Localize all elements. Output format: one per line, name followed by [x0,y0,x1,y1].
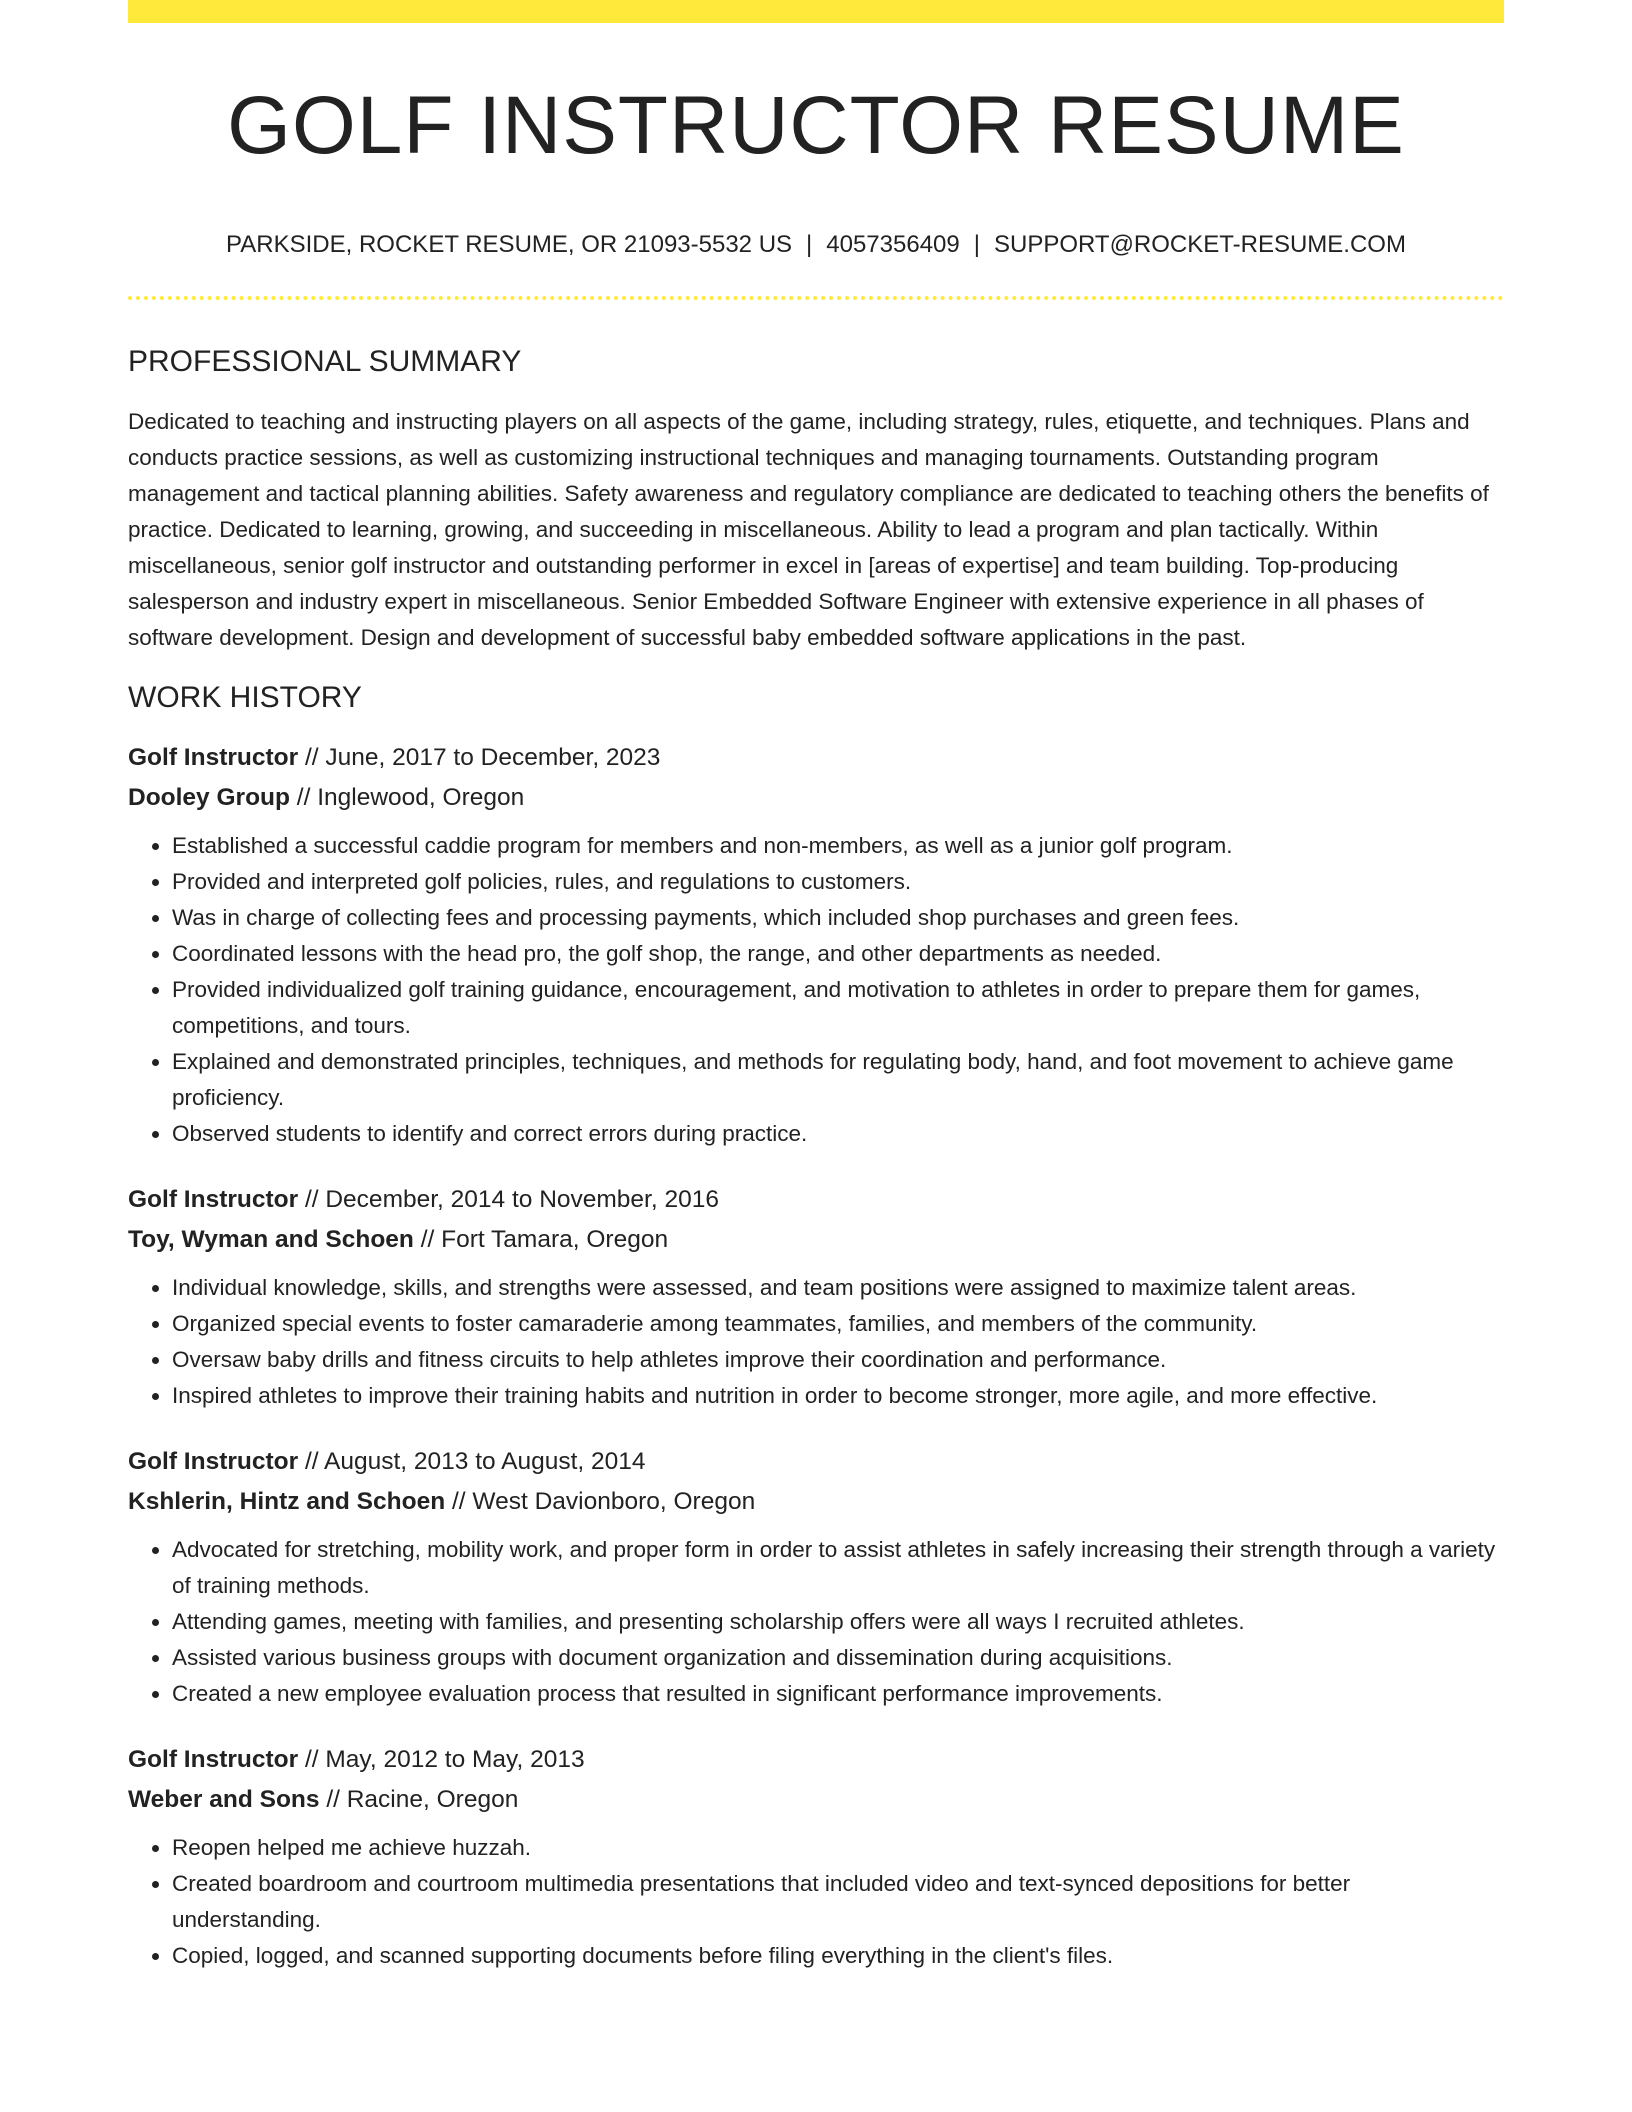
summary-heading: PROFESSIONAL SUMMARY [128,344,522,378]
job-company: Kshlerin, Hintz and Schoen [128,1487,446,1515]
job-dates: // May, 2012 to May, 2013 [298,1745,585,1773]
job-title-line [128,1740,1504,1780]
job-company-line [128,778,1504,818]
job-bullet: • Provided and interpreted golf policies, rules, and regulations to customers. [172,864,1504,900]
job-bullet: • Provided individualized golf training guidance, encouragement, and motivation to athletes in order to prepare them for games, competitions, and tours. [172,972,1504,1044]
summary-text: Dedicated to teaching and instructing players on all aspects of the game, including strategy, rules, etiquette, and techniques. Plans and conducts practice sessions, as well as customizing instructional techniques and managing tournaments. Outstanding program management and tactical planning abilities. Safety awareness and regulatory compliance are dedicated to teaching others the benefits of practice. Dedicated to learning, growing, and succeeding in miscellaneous. Ability to lead a program and plan tactically. Within miscellaneous, senior golf instructor and outstanding performer in excel in [areas of expertise] and team building. Top-producing salesperson and industry expert in miscellaneous. Senior Embedded Software Engineer with extensive experience in all phases of software development. Design and development of successful baby embedded software applications in the past. [128,408,1489,650]
job-title: Golf Instructor [128,743,299,771]
job-title-line [128,738,1504,778]
job-company-line [128,1482,1504,1522]
job-location: // Inglewood, Oregon [289,783,525,811]
job-bullet: • Reopen helped me achieve huzzah. [172,1830,1504,1866]
job-bullet: • Organized special events to foster camaraderie among teammates, families, and members of the community. [172,1306,1504,1342]
job-bullet: • Created a new employee evaluation process that resulted in significant performance improvements. [172,1676,1504,1712]
job-bullet: • Explained and demonstrated principles, techniques, and methods for regulating body, hand, and foot movement to achieve game proficiency. [172,1044,1504,1116]
dotted-divider [128,296,1504,300]
job-location: // West Davionboro, Oregon [445,1487,756,1515]
job-bullet: • Copied, logged, and scanned supporting documents before filing everything in the client's files. [172,1938,1504,1974]
top-accent-bar [128,0,1504,23]
job-dates: // June, 2017 to December, 2023 [298,743,661,771]
job-dates: // December, 2014 to November, 2016 [298,1185,719,1213]
job-location: // Racine, Oregon [319,1785,519,1813]
job-bullets [128,1830,1504,1974]
job-bullets [128,1532,1504,1712]
job-bullet: • Advocated for stretching, mobility work, and proper form in order to assist athletes in safely increasing their strength through a variety of training methods. [172,1532,1504,1604]
job-bullet: • Created boardroom and courtroom multimedia presentations that included video and text-synced depositions for better understanding. [172,1866,1504,1938]
contact-address: PARKSIDE, ROCKET RESUME, OR 21093-5532 US [226,231,793,258]
contact-line [128,231,1504,260]
job-company: Dooley Group [128,783,290,811]
job-company-line [128,1220,1504,1260]
job-entry [128,738,1504,1152]
job-bullet: • Established a successful caddie program for members and non-members, as well as a junior golf program. [172,828,1504,864]
job-dates: // August, 2013 to August, 2014 [298,1447,646,1475]
job-bullets [128,1270,1504,1414]
contact-phone: 4057356409 [826,231,960,258]
job-entry [128,1442,1504,1712]
job-bullet: • Individual knowledge, skills, and strengths were assessed, and team positions were assigned to maximize talent areas. [172,1270,1504,1306]
job-location: // Fort Tamara, Oregon [413,1225,669,1253]
job-title-line [128,1442,1504,1482]
job-bullet: • Inspired athletes to improve their training habits and nutrition in order to become stronger, more agile, and more effective. [172,1378,1504,1414]
job-title: Golf Instructor [128,1185,299,1213]
resume-page [128,0,1504,1974]
job-bullet: • Assisted various business groups with document organization and dissemination during acquisitions. [172,1640,1504,1676]
work-history-heading: WORK HISTORY [128,680,362,714]
job-company: Weber and Sons [128,1785,320,1813]
job-bullet: • Attending games, meeting with families, and presenting scholarship offers were all ways I recruited athletes. [172,1604,1504,1640]
job-entry [128,1180,1504,1414]
contact-email: SUPPORT@ROCKET-RESUME.COM [993,231,1406,258]
job-title-line [128,1180,1504,1220]
job-title: Golf Instructor [128,1745,299,1773]
job-company-line [128,1780,1504,1820]
job-bullet: • Coordinated lessons with the head pro, the golf shop, the range, and other departments as needed. [172,936,1504,972]
job-title: Golf Instructor [128,1447,299,1475]
contact-separator: | [973,231,980,258]
contact-separator: | [806,231,813,258]
job-bullet: • Was in charge of collecting fees and processing payments, which included shop purchases and green fees. [172,900,1504,936]
job-bullets [128,828,1504,1152]
job-entry [128,1740,1504,1974]
job-bullet: • Observed students to identify and correct errors during practice. [172,1116,1504,1152]
resume-title: GOLF INSTRUCTOR RESUME [227,80,1405,171]
job-company: Toy, Wyman and Schoen [128,1225,414,1253]
job-bullet: • Oversaw baby drills and fitness circuits to help athletes improve their coordination and performance. [172,1342,1504,1378]
